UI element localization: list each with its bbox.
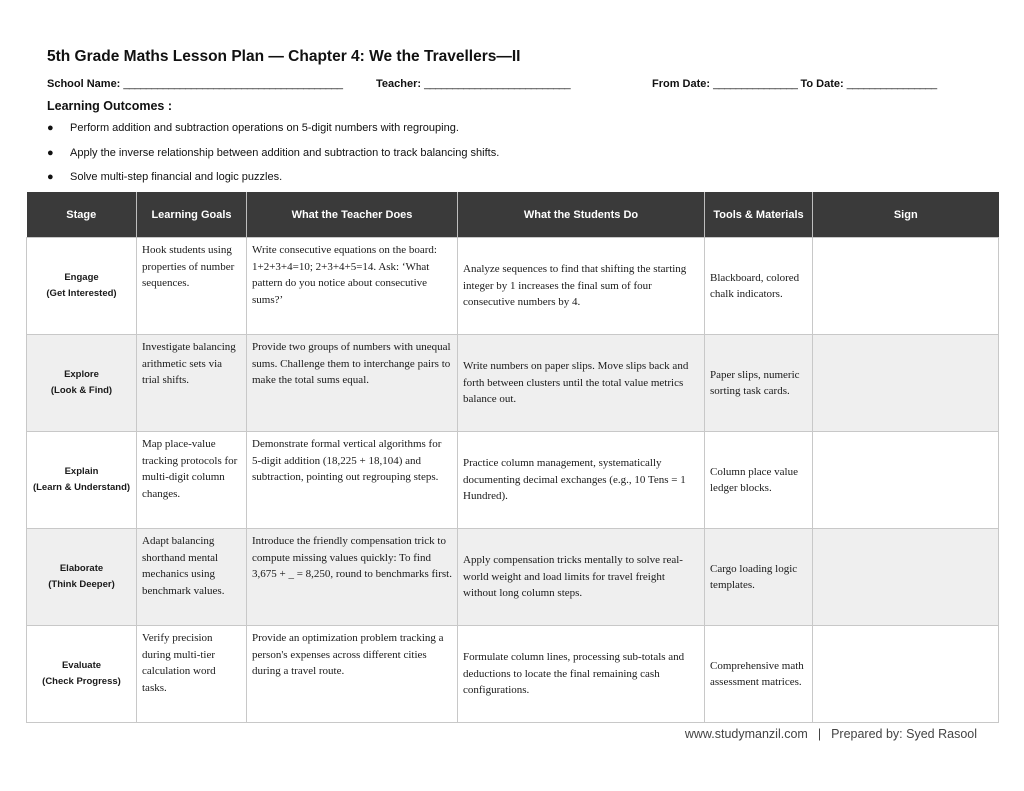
date-range-field (652, 78, 937, 90)
bullet-icon: ● (47, 122, 54, 134)
table-row (27, 335, 999, 432)
stage-cell: Engage (Get Interested) (27, 238, 137, 335)
tools-cell: Column place value ledger blocks. (705, 432, 813, 529)
header-teacher-does: What the Teacher Does (247, 192, 458, 238)
stage-cell: Evaluate (Check Progress) (27, 626, 137, 723)
school-name-field (47, 78, 343, 90)
goals-cell: Verify precision during multi-tier calculation word tasks. (137, 626, 247, 723)
students-cell: Practice column management, systematically documenting decimal exchanges (e.g., 10 Tens = 1 Hundred). (458, 432, 705, 529)
bullet-icon: ● (47, 146, 54, 159)
website-link[interactable]: www.studymanzil.com (684, 727, 808, 741)
goals-cell: Map place-value tracking protocols for multi-digit column changes. (137, 432, 247, 529)
goals-cell: Adapt balancing shorthand mental mechanics using benchmark values. (137, 529, 247, 626)
prepared-by: Prepared by: Syed Rasool (831, 727, 977, 741)
teacher-cell: Provide two groups of numbers with unequal sums. Challenge them to interchange pairs to make the total sums equal. (247, 335, 458, 432)
students-cell: Apply compensation tricks mentally to solve real-world weight and load limits for travel freight without long column steps. (458, 529, 705, 626)
school-name-label: School Name: (47, 78, 121, 90)
learning-outcomes-heading: Learning Outcomes : (47, 99, 173, 113)
header-students-do: What the Students Do (458, 192, 705, 238)
header-learning-goals: Learning Goals (137, 192, 247, 238)
tools-cell: Blackboard, colored chalk indicators. (705, 238, 813, 335)
lesson-plan-table (26, 192, 999, 723)
teacher-cell: Provide an optimization problem tracking a person's expenses across different cities during a travel route. (247, 626, 458, 723)
to-date-label: To Date: (800, 78, 844, 90)
students-cell: Write numbers on paper slips. Move slips back and forth between clusters until the total value metrics balance out. (458, 335, 705, 432)
table-row (27, 238, 999, 335)
teacher-cell: Introduce the friendly compensation trick to compute missing values quickly: To find 3,675 + _ = 8,250, round to benchmarks first. (247, 529, 458, 626)
sign-cell[interactable] (813, 432, 999, 529)
header-sign: Sign (813, 192, 999, 238)
stage-cell: Explain (Learn & Understand) (27, 432, 137, 529)
stage-cell: Explore (Look & Find) (27, 335, 137, 432)
sign-cell[interactable] (813, 335, 999, 432)
learning-outcomes-list (47, 121, 499, 195)
table-row (27, 529, 999, 626)
bullet-icon: ● (47, 171, 54, 183)
stage-cell: Elaborate (Think Deeper) (27, 529, 137, 626)
list-item: ● Perform addition and subtraction operations on 5-digit numbers with regrouping. (47, 122, 459, 134)
footer-separator: | (817, 727, 822, 741)
sign-cell[interactable] (813, 238, 999, 335)
teacher-cell: Write consecutive equations on the board: 1+2+3+4=10; 2+3+4+5=14. Ask: ‘What pattern do you notice about consecutive sums?’ (247, 238, 458, 335)
teacher-label: Teacher: (376, 78, 422, 90)
goals-cell: Investigate balancing arithmetic sets via trial shifts. (137, 335, 247, 432)
tools-cell: Cargo loading logic templates. (705, 529, 813, 626)
sign-cell[interactable] (813, 529, 999, 626)
from-date-blank: _______________ (713, 78, 798, 90)
school-name-blank: _______________________________________ (123, 78, 343, 90)
goals-cell: Hook students using properties of number sequences. (137, 238, 247, 335)
to-date-blank: ________________ (846, 78, 937, 90)
table-header-row (27, 192, 999, 238)
table-row (27, 626, 999, 723)
list-item: ● Solve multi-step financial and logic puzzles. (47, 171, 283, 183)
teacher-field (376, 78, 570, 90)
list-item: ● Apply the inverse relationship between addition and subtraction to track balancing shifts. (47, 146, 500, 159)
teacher-cell: Demonstrate formal vertical algorithms for 5-digit addition (18,225 + 18,104) and subtraction, pointing out regrouping steps. (247, 432, 458, 529)
page-footer (685, 727, 977, 741)
from-date-label: From Date: (652, 78, 711, 90)
students-cell: Formulate column lines, processing sub-totals and deductions to locate the final remaining cash configurations. (458, 626, 705, 723)
page-title: 5th Grade Maths Lesson Plan — Chapter 4: We the Travellers—II (47, 48, 521, 65)
sign-cell[interactable] (813, 626, 999, 723)
students-cell: Analyze sequences to find that shifting the starting integer by 1 increases the final sum of four consecutive numbers by 4. (458, 238, 705, 335)
table-row (27, 432, 999, 529)
header-tools-materials: Tools & Materials (705, 192, 813, 238)
tools-cell: Comprehensive math assessment matrices. (705, 626, 813, 723)
teacher-blank: __________________________ (424, 78, 571, 90)
header-stage: Stage (27, 192, 137, 238)
tools-cell: Paper slips, numeric sorting task cards. (705, 335, 813, 432)
